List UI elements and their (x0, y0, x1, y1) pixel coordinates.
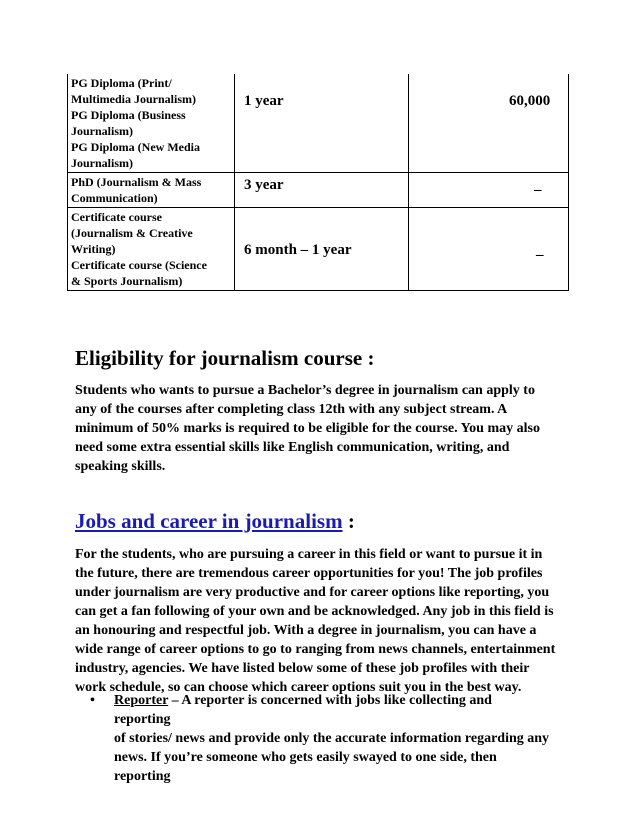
paragraph-line: wide range of career options to go to ranging from news channels, entertainment (75, 642, 556, 657)
fee-cell (409, 208, 569, 291)
course-line: PG Diploma (New Media (71, 140, 200, 154)
course-name-cell (68, 208, 235, 291)
paragraph-line: For the students, who are pursuing a career in this field or want to pursue it in (75, 547, 543, 562)
reporter-link[interactable]: Reporter (114, 693, 169, 708)
course-line: Multimedia Journalism) (71, 92, 196, 106)
course-line: Certificate course (71, 210, 162, 224)
paragraph-line: minimum of 50% marks is required to be eligible for the course. You may also (75, 421, 540, 436)
course-name-cell (68, 173, 235, 208)
course-line: Writing) (71, 242, 116, 256)
table-row (68, 74, 569, 173)
table-row (68, 173, 569, 208)
paragraph-line: can get a fan following of your own and be acknowledged. Any job in this field is (75, 604, 554, 619)
fee-text: _ (534, 177, 542, 193)
course-line: Journalism) (71, 156, 134, 170)
jobs-heading-link[interactable]: Jobs and career in journalism (75, 509, 343, 533)
list-item (90, 691, 550, 786)
job-profiles-list (90, 691, 550, 786)
paragraph-line: industry, agencies. We have listed below some of these job profiles with their (75, 661, 530, 676)
list-item-line: news. If you’re someone who gets easily swayed to one side, then reporting (114, 750, 497, 784)
fee-text: 60,000 (509, 93, 551, 109)
bullet-icon: • (90, 693, 95, 708)
fee-text: _ (536, 242, 544, 258)
duration-text: 6 month – 1 year (244, 242, 352, 258)
list-item-line (114, 691, 550, 729)
course-name-cell (68, 74, 235, 173)
courses-table (67, 74, 569, 291)
jobs-heading (75, 509, 355, 534)
duration-cell (235, 173, 409, 208)
jobs-heading-suffix: : (342, 509, 355, 533)
list-item-line: of stories/ news and provide only the accurate information regarding any (114, 731, 550, 746)
duration-text: 3 year (244, 177, 284, 193)
course-line: (Journalism & Creative (71, 226, 193, 240)
fee-cell (409, 74, 569, 173)
course-line: Certificate course (Science (71, 258, 207, 272)
eligibility-paragraph (75, 381, 565, 476)
paragraph-line: speaking skills. (75, 459, 166, 474)
duration-cell (235, 208, 409, 291)
paragraph-line: need some extra essential skills like English communication, writing, and (75, 440, 510, 455)
duration-text: 1 year (244, 93, 284, 109)
paragraph-line: any of the courses after completing class 12th with any subject stream. A (75, 402, 508, 417)
course-line: PG Diploma (Business (71, 108, 186, 122)
course-line: PhD (Journalism & Mass (71, 175, 202, 189)
fee-cell (409, 173, 569, 208)
eligibility-heading: Eligibility for journalism course : (75, 346, 375, 370)
duration-cell (235, 74, 409, 173)
paragraph-line: Students who wants to pursue a Bachelor’s degree in journalism can apply to (75, 383, 535, 398)
paragraph-line: the future, there are tremendous career opportunities for you! The job profiles (75, 566, 543, 581)
jobs-paragraph (75, 545, 565, 697)
list-item-text: – A reporter is concerned with jobs like collecting and reporting (114, 693, 492, 727)
course-line: Journalism) (71, 124, 134, 138)
course-line: & Sports Journalism) (71, 274, 183, 288)
course-line: PG Diploma (Print/ (71, 76, 172, 90)
course-line: Communication) (71, 191, 158, 205)
table-row (68, 208, 569, 291)
paragraph-line: work schedule, so can choose which career options suit you in the best way. (75, 680, 522, 695)
paragraph-line: an honouring and respectful job. With a degree in journalism, you can have a (75, 623, 537, 638)
paragraph-line: under journalism are very productive and for career options like reporting, you (75, 585, 550, 600)
